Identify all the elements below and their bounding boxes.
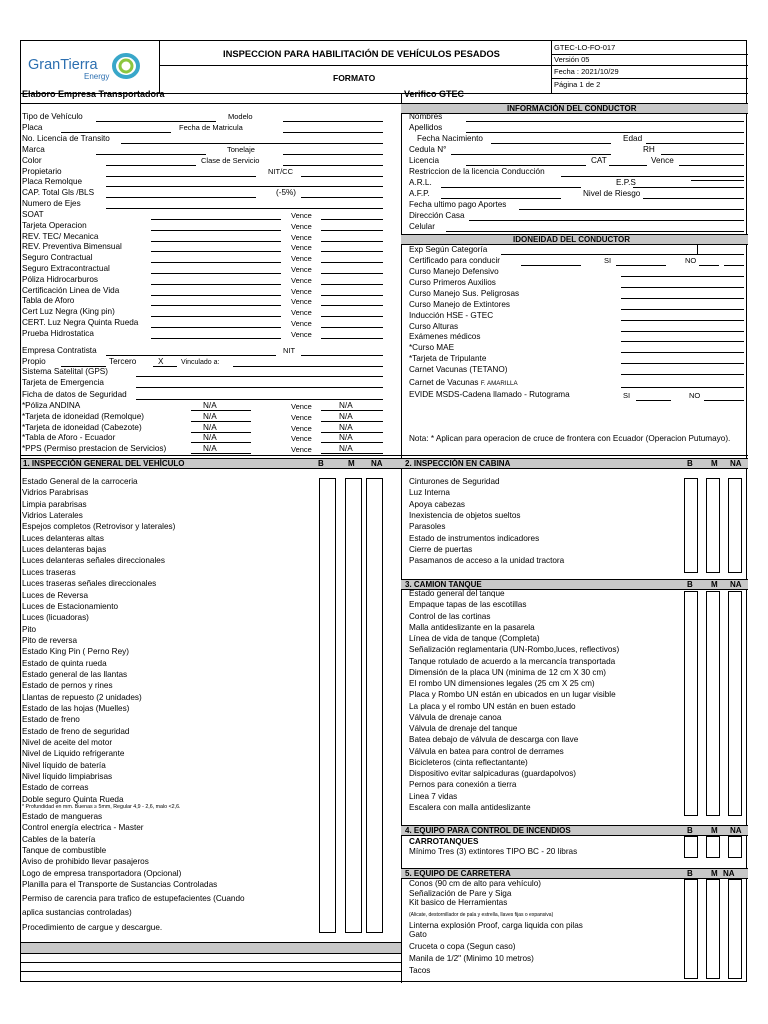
sec1-item: Luces delanteras señales direccionales [22, 556, 165, 566]
doc-vence: Vence [291, 286, 312, 296]
elaboro-label: Elaboro Empresa Transportadora [22, 89, 165, 99]
course-item: Curso Alturas [409, 321, 459, 331]
sec3-item: Dispositivo evitar salpicaduras (guardapolvos) [409, 769, 577, 778]
sec1-item: Estado de correas [22, 783, 89, 793]
sec2-checkbox-m[interactable] [706, 478, 720, 573]
course-item: Curso Manejo Defensivo [409, 267, 499, 276]
doc-vence: Vence [291, 211, 312, 220]
sec2-col-m: M [711, 459, 718, 468]
course-item: Carnet Vacunas (TETANO) [409, 365, 508, 375]
sec3-title: 3. CAMION TANQUE [405, 580, 482, 589]
sec1-item: Control energía electrica - Master [22, 823, 144, 833]
sec1-item: Tanque de combustible [22, 845, 107, 855]
sec5-title: 5. EQUIPO DE CARRETERA [405, 869, 511, 878]
logo-ring-icon [110, 51, 142, 81]
sec1-item: Estado de quinta rueda [22, 658, 107, 668]
na-item: *Tarjeta de idoneidad (Remolque) [22, 411, 144, 421]
field-restriccion: Restriccion de la licencia Conducción [409, 167, 545, 176]
sec1-item: Nivel de Liquido refrigerante [22, 749, 125, 759]
na-vence-value: N/A [339, 444, 353, 454]
sec1-item: Pito [22, 624, 37, 634]
form-title: INSPECCION PARA HABILITACIÓN DE VEHÍCULOS PESADOS [223, 48, 500, 59]
sec3-item: El rombo UN dimensiones legales (25 cm X 25 cm) [409, 679, 595, 688]
sec3-item: Señalización reglamentaria (UN-Rombo,luces, reflectivos) [409, 645, 620, 655]
sec5-item: Señalización de Pare y Siga [409, 888, 512, 898]
sec5-item-tacos: Tacos [409, 966, 431, 975]
field-gps: Sistema Satelital (GPS) [22, 367, 108, 376]
field-tipo-vehiculo: Tipo de Vehículo [22, 112, 83, 121]
evide-si: SI [623, 391, 631, 400]
sec1-item: Estado de freno [22, 715, 80, 725]
certificado-si: SI [604, 256, 612, 265]
sec1-item: Luces delanteras altas [22, 533, 104, 543]
field-tercero: Tercero [109, 357, 137, 366]
idoneidad-header: IDONEIDAD DEL CONDUCTOR [401, 234, 748, 245]
doc-vence: Vence [291, 221, 312, 231]
course-item: Exámenes médicos [409, 332, 481, 342]
sec1-item: Estado de freno de seguridad [22, 726, 130, 736]
doc-item: SOAT [22, 210, 44, 219]
sec1-item: Doble seguro Quinta Rueda [22, 794, 124, 804]
sec1-checkbox-na[interactable] [366, 478, 383, 933]
field-propio: Propio [22, 357, 46, 366]
sec1-item: Nivel de aceite del motor [22, 738, 113, 748]
sec5-kit-note: (Alicate, destornillador de pala y estrella, llaves fijas o expansiva) [409, 912, 554, 918]
field-arl: A.R.L. [409, 178, 432, 187]
course-item: Curso Manejo Sus. Peligrosas [409, 288, 520, 298]
sec3-checkbox-b[interactable] [684, 591, 698, 816]
sec5-checkbox-m[interactable] [706, 879, 720, 979]
evide-no: NO [689, 391, 701, 400]
sec2-checkbox-b[interactable] [684, 478, 698, 573]
field-celular: Celular [409, 222, 435, 231]
field-ficha-seguridad: Ficha de datos de Seguridad [22, 390, 127, 399]
sec2-item: Inexistencia de objetos sueltos [409, 510, 521, 520]
field-apellidos: Apellidos [409, 123, 443, 132]
sec2-item: Estado de instrumentos indicadores [409, 533, 540, 543]
sec1-item: Estado de las hojas (Muelles) [22, 704, 130, 713]
sec5-col-na: NA [723, 869, 735, 878]
company-logo [25, 47, 155, 87]
sec1-footer-bar [21, 942, 401, 954]
field-nombres: Nombres [409, 112, 443, 121]
sec1-item: Estado de mangueras [22, 812, 103, 821]
sec3-item: Malla antideslizante en la pasarela [409, 622, 535, 632]
sec5-checkbox-b[interactable] [684, 879, 698, 979]
sec3-item: Linea 7 vidas [409, 791, 458, 801]
doc-vence: Vence [291, 275, 312, 285]
course-item: Curso Primeros Auxilios [409, 277, 496, 287]
field-color: Color [22, 156, 42, 165]
field-modelo: Modelo [228, 112, 253, 121]
sec4-subtitle: CARROTANQUES [409, 837, 479, 846]
sec5-col-m: M [711, 869, 718, 878]
course-item: *Curso MAE [409, 343, 455, 353]
doc-vence: Vence [291, 232, 312, 242]
doc-item: Cert Luz Negra (King pin) [22, 307, 115, 317]
sec3-item: Válvula de drenaje canoa [409, 712, 502, 722]
field-cat: CAT [591, 156, 607, 165]
sec4-item-extintores: Mínimo Tres (3) extintores TIPO BC - 20 libras [409, 847, 578, 856]
sec3-item: Placa y Rombo UN están en ubicados en un lugar visible [409, 690, 616, 700]
field-licencia-vence: Vence [651, 156, 674, 165]
sec4-checkbox-m[interactable] [706, 836, 720, 858]
sec2-item: Pasamanos de acceso a la unidad tractora [409, 556, 565, 566]
doc-vence: Vence [291, 243, 312, 253]
field-placa-remolque: Placa Remolque [22, 177, 83, 186]
sec5-item-manila: Manila de 1/2" (Minimo 10 metros) [409, 954, 534, 963]
sec1-item: Estado General de la carroceria [22, 477, 138, 486]
sec4-checkbox-na[interactable] [728, 836, 742, 858]
sec4-col-na: NA [730, 826, 742, 835]
sec3-col-m: M [711, 580, 718, 589]
sec1-item: Espejos completos (Retrovisor y laterales) [22, 522, 176, 532]
field-vinculado: Vinculado a: [181, 359, 220, 366]
sec3-col-b: B [687, 580, 693, 589]
sec1-item: Luces (licuadoras) [22, 613, 89, 623]
field-rh: RH [643, 145, 655, 154]
sec3-item: La placa y el rombo UN están en buen estado [409, 701, 576, 711]
course-item: Inducción HSE - GTEC [409, 310, 494, 320]
certificado-no: NO [685, 256, 697, 265]
sec3-item: Válvula de drenaje del tanque [409, 724, 518, 733]
doc-item: CERT. Luz Negra Quinta Rueda [22, 318, 139, 327]
sec3-item: Control de las cortinas [409, 611, 491, 621]
course-item: *Tarjeta de Tripulante [409, 354, 487, 364]
sec1-item: Luces de Reversa [22, 590, 88, 600]
field-certificado: Certificado para conducir [409, 256, 501, 265]
sec2-item: Parasoles [409, 522, 446, 532]
doc-vence: Vence [291, 329, 312, 339]
sec1-item: Pito de reversa [22, 635, 78, 645]
sec4-col-b: B [687, 826, 693, 835]
logo-subtext: Energy [84, 72, 110, 81]
field-direccion: Dirección Casa [409, 211, 465, 220]
na-value: N/A [203, 401, 217, 410]
sec2-item: Cinturones de Seguridad [409, 477, 500, 486]
sec1-checkbox-m[interactable] [345, 478, 362, 933]
sec1-item: Nivel líquido de batería [22, 760, 106, 770]
doc-item: Póliza Hidrocarburos [22, 274, 98, 284]
field-tonelaje: Tonelaje [227, 145, 255, 154]
sec1-note: * Profundidad en mm. Buenas ≥ 5mm, Regular 4,9 - 2,6, malo <2,6. [22, 804, 181, 810]
na-vence: Vence [291, 434, 312, 444]
driver-info-header: INFORMACIÓN DEL CONDUCTOR [401, 103, 748, 114]
na-vence: Vence [291, 402, 312, 411]
logo-text: GranTierra [28, 57, 98, 73]
sec5-item: Kit basico de Herramientas [409, 898, 508, 907]
sec2-item: Apoya cabezas [409, 499, 465, 509]
doc-date: Fecha : 2021/10/29 [554, 67, 619, 76]
field-exp-categoria: Exp Según Categoría [409, 245, 488, 254]
field-eps: E.P.S [616, 178, 636, 187]
sec1-item: Luces traseras señales direccionales [22, 579, 157, 589]
na-value: N/A [203, 422, 217, 432]
sec1-item: Luces traseras [22, 567, 76, 577]
sec5-item: Conos (90 cm de alto para vehículo) [409, 879, 541, 888]
doc-item: Prueba Hidrostatica [22, 328, 94, 338]
sec3-checkbox-na[interactable] [728, 591, 742, 816]
sec3-item: Batea debajo de válvula de descarga con llave [409, 735, 579, 745]
field-placa: Placa [22, 123, 43, 132]
doc-item: Seguro Extracontractual [22, 264, 110, 273]
field-propietario: Propietario [22, 167, 62, 176]
field-nit-cc: NIT/CC [268, 167, 293, 176]
sec1-item: Planilla para el Transporte de Sustancias Controladas [22, 879, 218, 889]
sec3-checkbox-m[interactable] [706, 591, 720, 816]
sec2-col-b: B [687, 459, 693, 468]
sec5-col-b: B [687, 869, 693, 878]
inspection-form [20, 40, 747, 982]
doc-vence: Vence [291, 254, 312, 264]
field-cap-pct: (-5%) [276, 188, 297, 197]
sec1-col-b: B [318, 459, 324, 468]
na-vence: Vence [291, 412, 312, 422]
sec1-item: Vidrios Parabrisas [22, 488, 89, 498]
na-item: *Tabla de Aforo - Ecuador [22, 433, 116, 443]
field-fecha-aportes: Fecha ultimo pago Aportes [409, 200, 507, 209]
field-clase-servicio: Clase de Servicio [201, 156, 260, 165]
field-nit: NIT [283, 346, 296, 355]
sec1-item: Luces de Estacionamiento [22, 601, 119, 611]
sec3-item: Válvula en batea para control de derrames [409, 746, 564, 756]
sec1-item: Aviso de prohibido llevar pasajeros [22, 857, 149, 867]
sec1-item: Cables de la batería [22, 834, 96, 844]
field-fecha-matricula: Fecha de Matricula [179, 123, 243, 132]
course-item: Curso Manejo de Extintores [409, 299, 511, 309]
sec1-item: Estado King Pin ( Perno Rey) [22, 647, 129, 657]
sec1-col-na: NA [371, 459, 383, 468]
sec3-col-na: NA [730, 580, 742, 589]
na-item: *Tarjeta de idoneidad (Cabezote) [22, 422, 142, 432]
sec1-col-m: M [348, 459, 355, 468]
na-vence-value: N/A [339, 411, 353, 421]
sec3-item: Escalera con malla antideslizante [409, 802, 531, 812]
na-value: N/A [203, 433, 217, 443]
sec5-item-cruceta: Cruceta o copa (Segun caso) [409, 942, 516, 951]
na-vence-value: N/A [339, 422, 353, 432]
doc-item: Certificación Linea de Vida [22, 285, 120, 295]
sec1-item-permiso-2: aplica sustancias controladas) [22, 908, 132, 917]
na-vence-value: N/A [339, 433, 353, 443]
sec3-item: Línea de vida de tanque (Completa) [409, 634, 540, 643]
sec1-item: Limpia parabrisas [22, 499, 87, 509]
field-evide: EVIDE MSDS-Cadena llamado - Rutograma [409, 390, 570, 399]
sec3-item: Tanque rotulado de acuerdo a la mercancía transportada [409, 656, 616, 666]
doc-vence: Vence [291, 297, 312, 307]
tercero-x-mark: X [158, 357, 164, 366]
sec2-item: Luz Interna [409, 488, 450, 498]
sec3-item: Estado general del tanque [409, 589, 505, 598]
field-numero-ejes: Numero de Ejes [22, 199, 81, 208]
sec4-title: 4. EQUIPO PARA CONTROL DE INCENDIOS [405, 826, 571, 835]
sec1-item: Logo de empresa transportadora (Opcional) [22, 868, 182, 878]
doc-item: Tabla de Aforo [22, 296, 75, 306]
sec2-checkbox-na[interactable] [728, 478, 742, 573]
sec1-item: Estado general de las llantas [22, 669, 128, 679]
field-licencia: Licencia [409, 156, 440, 165]
field-cedula: Cedula N° [409, 145, 447, 154]
na-vence: Vence [291, 423, 312, 433]
sec3-item: Bicicleteros (cinta reflectantante) [409, 757, 528, 767]
sec3-item: Dimensión de la placa UN (minima de 12 cm X 30 cm) [409, 667, 607, 677]
na-item: *Póliza ANDINA [22, 401, 81, 410]
sec1-checkbox-b[interactable] [319, 478, 336, 933]
field-licencia-transito: No. Licencia de Transito [22, 134, 110, 143]
doc-item: REV. Preventiva Bimensual [22, 242, 122, 252]
field-empresa-contratista: Empresa Contratista [22, 346, 97, 355]
sec1-title: 1. INSPECCIÓN GENERAL DEL VEHÍCULO [23, 459, 185, 468]
na-vence-value: N/A [339, 401, 353, 410]
sec4-checkbox-b[interactable] [684, 836, 698, 858]
sec1-item: Vidrios Laterales [22, 511, 83, 521]
sec1-item-permiso: Permiso de carencia para trafico de estupefacientes (Cuando [22, 894, 245, 903]
field-nivel-riesgo: Nivel de Riesgo [583, 189, 641, 198]
sec2-col-na: NA [730, 459, 742, 468]
field-marca: Marca [22, 145, 45, 154]
sec1-item: Llantas de repuesto (2 unidades) [22, 692, 142, 702]
field-tarjeta-emergencia: Tarjeta de Emergencia [22, 378, 104, 387]
na-item: *PPS (Permiso prestacion de Servicios) [22, 444, 167, 454]
field-cap-total: CAP. Total Gls /BLS [22, 188, 95, 197]
field-carnet-fa: Carnet de Vacunas F. AMARILLA [409, 378, 518, 387]
ecuador-note: Nota: * Aplican para operacion de cruce de frontera con Ecuador (Operacion Putumayo). [409, 434, 731, 443]
na-value: N/A [203, 444, 217, 454]
doc-item: REV. TEC/ Mecanica [22, 231, 99, 241]
sec5-item-linterna: Linterna explosión Proof, carga liquida con pilas [409, 921, 583, 930]
sec3-item: Empaque tapas de las escotillas [409, 600, 527, 610]
doc-vence: Vence [291, 265, 312, 274]
field-edad: Edad [623, 134, 643, 143]
verifico-label: Verifico GTEC [404, 89, 465, 99]
sec5-checkbox-na[interactable] [728, 879, 742, 979]
sec1-item: Estado de pernos y rines [22, 681, 113, 691]
sec4-col-m: M [711, 826, 718, 835]
sec1-item: Luces delanteras bajas [22, 545, 107, 555]
doc-vence: Vence [291, 319, 312, 328]
sec1-item-procedimiento: Procedimiento de cargue y descargue. [22, 923, 163, 932]
sec2-title: 2. INSPECCIÓN EN CABINA [405, 459, 511, 468]
doc-vence: Vence [291, 308, 312, 318]
doc-code: GTEC-LO-FO-017 [554, 43, 616, 52]
doc-item: Seguro Contractual [22, 253, 93, 263]
sec2-item: Cierre de puertas [409, 544, 473, 554]
sec5-item-gato: Gato [409, 930, 427, 939]
sec3-item: Pernos para conexión a tierra [409, 780, 517, 790]
na-vence: Vence [291, 445, 312, 455]
doc-page: Página 1 de 2 [554, 80, 601, 89]
na-value: N/A [203, 411, 217, 421]
field-fecha-nacimiento: Fecha Nacimiento [417, 134, 483, 143]
doc-item: Tarjeta Operacion [22, 220, 87, 230]
doc-version: Versión 05 [554, 55, 590, 64]
sec1-item: Nivel líquido limpiabrisas [22, 772, 113, 782]
form-subtitle: FORMATO [333, 73, 376, 83]
field-afp: A.F.P. [409, 189, 430, 198]
